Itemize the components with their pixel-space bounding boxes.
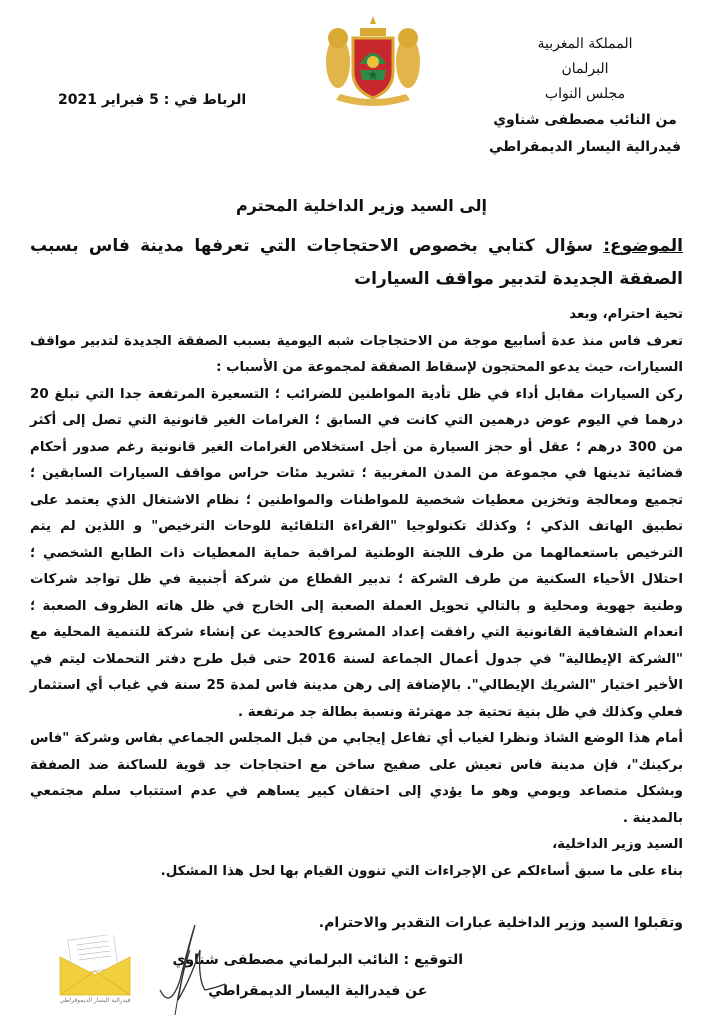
body-paragraph: بناء على ما سبق أساءلكم عن الإجراءات التي تنوون القيام بها لحل هذا المشكل. [160, 863, 683, 879]
parliament-name: البرلمان [561, 61, 609, 77]
subject-label: الموضوع: [603, 236, 683, 256]
body-paragraph: تعرف فاس منذ عدة أسابيع موجة من الاحتجاجات شبه اليومية بسبب الصفقة الجديدة لتدبير مواقف السيارات، حيث يدعو المحتجون لإسقاط الصفقة لمجموعة من الأسباب : [30, 333, 683, 375]
body-paragraph: ركن السيارات مقابل أداء في ظل تأدية المواطنين للضرائب ؛ التسعيرة المرتفعة جدا التي تبلغ 20 درهما في اليوم عوض درهمين التي كانت في السابق ؛ الغرامات الغير قانونية التي تصل إلى أكثر من 300 درهم ؛ عقل أو حجز السيارة من أجل استخلاص الغرامات الغير قانونية رغم صدور أحكام قضائية تدينها في مجموعة من المدن المغربية ؛ تشريد مئات حراس مواقف السيارات السابقين ؛ تجميع ومعالجة وتخزين معطيات شخصية للمواطنات والمواطنين ؛ نظام الاشتغال الذي يعتمد على تطبيق الهاتف الذكي ؛ وكذلك تكنولوجيا "القراءة التلقائية للوحات الترخيص" و اللذين لم يتم الترخيص باستعمالهما من طرف اللجنة الوطنية لمراقبة حماية المعطيات ذات الطابع الشخصي ؛ احتلال الأحياء السكنية من طرف الشركة ؛ تدبير القطاع من شركة أجنبية في ظل تواجد شركات وطنية جهوية ومحلية و بالتالي تحويل العملة الصعبة إلى الخارج في ظل هاته الظروف الصعبة ؛ انعدام الشفافية القانونية التي رافقت إعداد المشروع كالحديث عن إنشاء شركة للتنمية المحلية مع "الشركة الإيطالية" في جدول أعمال الجماعة لسنة 2016 حتى قبل طرح دفتر التحملات ليتم في الأخير اختيار "الشريك الإيطالي". بالإضافة إلى رهن مدينة فاس لمدة 25 سنة في غياب أي استثمار فعلي وكذلك في ظل بنية تحتية جد مهترئة ونسبة بطالة جد مرتفعة . [30, 386, 683, 720]
body-paragraph: أمام هذا الوضع الشاذ ونظرا لغياب أي تفاعل إيجابي من قبل المجلس الجماعي بفاس وشركة "فاس بركينك"، فإن مدينة فاس تعيش على صفيح ساخن مع احتجاجات جد قوية للساكنة ضد الصفقة وبشكل متصاعد ويومي وهو ما يؤدي إلى احتقان كبير يساهم في عدم استتباب سلم مجتمعي بالمدينة . [30, 731, 683, 826]
date-line: الرباط في : 5 فبراير 2021 [58, 92, 247, 108]
subject-text: سؤال كتابي بخصوص الاحتجاجات التي تعرفها مدينة فاس بسبب الصفقة الجديدة لتدبير مواقف السيارات [30, 236, 683, 289]
addressee: إلى السيد وزير الداخلية المحترم [235, 196, 488, 215]
greeting: تحية احترام، وبعد [569, 307, 683, 322]
letterhead [485, 32, 685, 161]
moroccan-coat-of-arms-icon [318, 14, 428, 114]
chamber-name: مجلس النواب [544, 86, 626, 102]
body-paragraph: السيد وزير الداخلية، [552, 837, 683, 852]
handwritten-signature-icon [150, 920, 230, 1020]
envelope-logo-icon [50, 935, 140, 1015]
kingdom-name: المملكة المغربية [537, 36, 633, 52]
signature-name: التوقيع : النائب البرلماني مصطفى شناوي [172, 952, 463, 968]
subject [30, 230, 683, 296]
sender-party: فيدرالية اليسار الديمقراطي [488, 139, 682, 155]
letter-body [30, 302, 683, 885]
signature-party: عن فيدرالية اليسار الديمقراطي [208, 983, 428, 999]
closing-line: وتقبلوا السيد وزير الداخلية عبارات التقدير والاحترام. [318, 915, 683, 931]
sender-mp: من النائب مصطفى شناوي [493, 112, 677, 128]
party-logo-caption: فيدرالية اليسار الديموقراطي [59, 997, 131, 1004]
